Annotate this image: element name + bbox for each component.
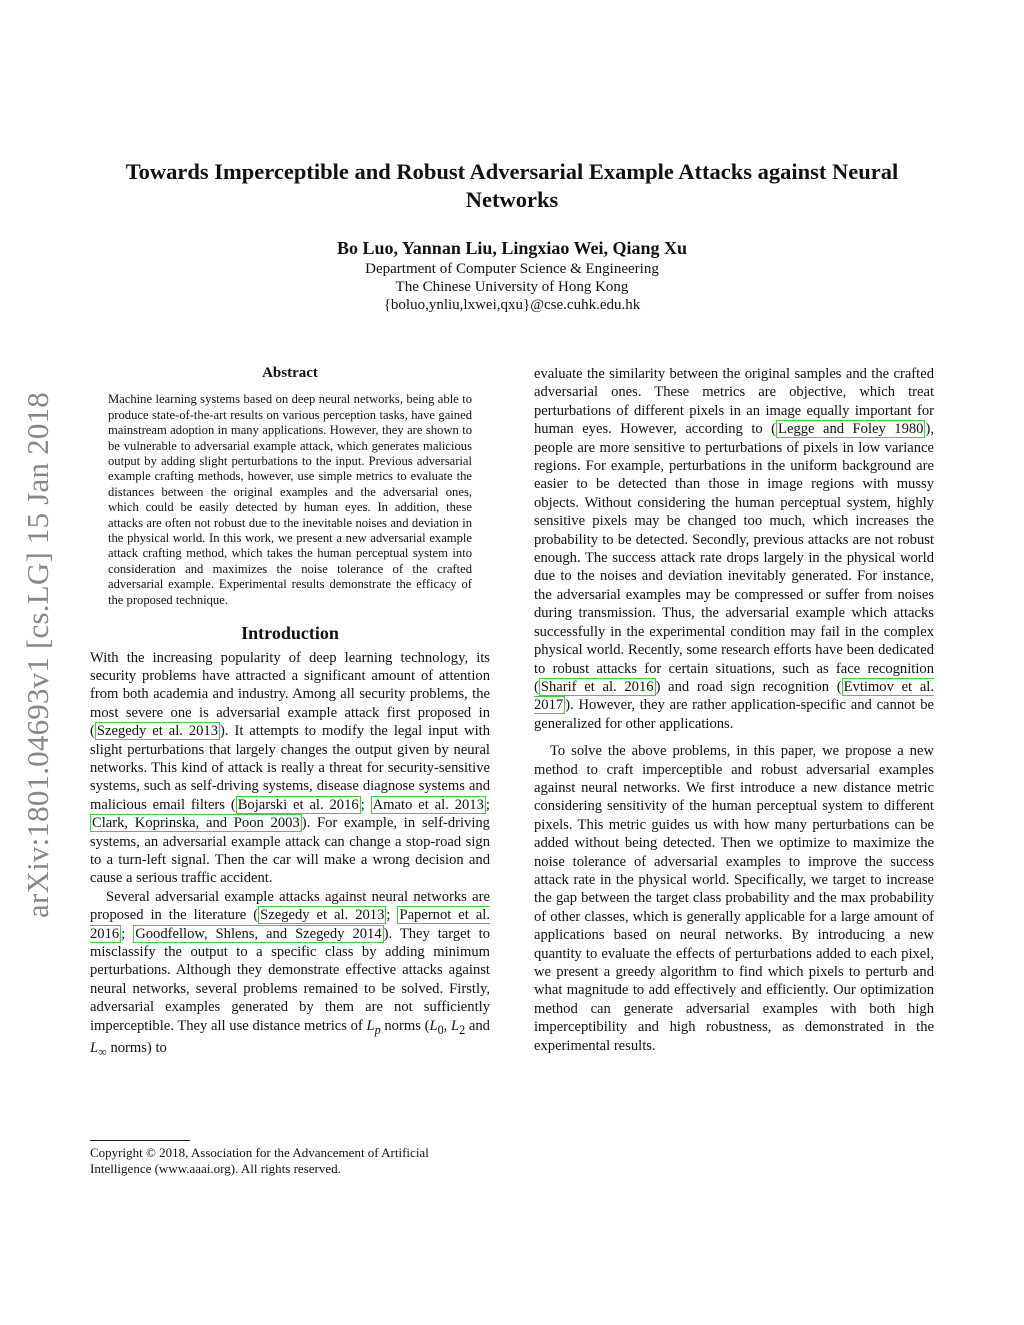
- affiliation-department: Department of Computer Science & Engineering: [365, 261, 659, 277]
- citation-link[interactable]: Bojarski et al. 2016: [237, 796, 359, 813]
- intro-paragraph-2: Several adversarial example attacks against neural networks are proposed in the literature ( Szegedy et al. 2013 ; Papernot et al. 2016 ; Goodfellow, Shlens, and Szegedy 2014 ). They target to misclassify the output to a specific class by adding minimum perturbations. Although they demonstrate effective attacks against neural networks, several problems remained to be solved. Firstly, adversarial examples generated by them are not sufficiently imperceptible. They all use distance metrics of $L_p$ norms ($L_0$, $L_2$ and $L_\infty$ norms) to: [90, 888, 491, 1059]
- citation-link[interactable]: Szegedy et al. 2013: [96, 723, 219, 740]
- introduction-heading: Introduction: [241, 623, 339, 644]
- paper-title: Towards Imperceptible and Robust Adversarial Example Attacks against Neural Networks: [125, 159, 899, 212]
- intro-paragraph-3: evaluate the similarity between the original samples and the crafted adversarial ones. These metrics are objective, which treat perturbations of different pixels in an image equally important for human eyes. However, according to ( Legge and Foley 1980 ), people are more sensitive to perturbations of pixels in low variance regions. For example, perturbations in the uniform background are easier to be detected than those in image regions with mussy objects. Without considering the human perceptual system, highly sensitive pixels may be changed too much, which increases the probability to be detected. Secondly, previous attacks are not robust enough. The success attack rate drops largely in the physical world due to the noises and deviation inevitably generated. For instance, the adversarial examples may be compressed or suffer from noises during transmission. Thus, the adversarial example which attacks successfully in the experimental condition may fail in the complex physical world. Recently, some research efforts have been dedicated to robust attacks for certain situations, such as face recognition ( Sharif et al. 2016 ) and road sign recognition ( Evtimov et al. 2017 ). However, they are rather application-specific and cannot be generalized for other applications.: [534, 366, 934, 732]
- citation-link[interactable]: Legge and Foley 1980: [778, 421, 924, 438]
- math-lp: L: [366, 1017, 375, 1034]
- math-l2: L: [451, 1017, 460, 1034]
- arxiv-id: arXiv:1801.04693v1 [cs.LG] 15 Jan 2018: [20, 392, 55, 918]
- citation-link[interactable]: Amato et al. 2013: [372, 796, 484, 813]
- footnote-rule: [90, 1140, 190, 1141]
- copyright-symbol: ©: [145, 1145, 156, 1160]
- citation-link[interactable]: Sharif et al. 2016: [540, 678, 654, 695]
- arxiv-sidebar-stamp: [8, 355, 68, 955]
- author-emails: {boluo,ynliu,lxwei,qxu}@cse.cuhk.edu.hk: [383, 297, 641, 313]
- math-linf-sub: ∞: [98, 1044, 107, 1059]
- math-lp-sub: p: [374, 1022, 381, 1037]
- math-l0-sub: 0: [437, 1022, 444, 1037]
- intro-paragraph-4: To solve the above problems, in this paper, we propose a new method to craft imperceptible and robust adversarial examples against neural networks. We first introduce a new distance metric considering sensitivity of the human perceptual system to different pixels. This metric guides us with how many perturbations can be added without being detected. Then we optimize to maximize the noise tolerance of adversarial examples to improve the success attack rate in the physical world. Specifically, we target to increase the gap between the target class probability and the max probability of other classes, which is generally applicable for a large amount of applications based on neural networks. By introducing a new quantity to evaluate the effects of perturbations added to each pixel, we present a greedy algorithm to find which pixels to perturb and what magnitude to add effectively and efficiently. Our optimization method can generate adversarial examples with both high imperceptibility and high robustness, as demonstrated in the experimental results.: [534, 743, 934, 1054]
- affiliation-university: The Chinese University of Hong Kong: [395, 279, 629, 295]
- citation-link[interactable]: Goodfellow, Shlens, and Szegedy 2014: [135, 925, 382, 942]
- right-column: [534, 365, 934, 1055]
- citation-link[interactable]: Szegedy et al. 2013: [260, 907, 385, 924]
- author-list: Bo Luo, Yannan Liu, Lingxiao Wei, Qiang Xu: [336, 238, 688, 258]
- citation-link[interactable]: Clark, Koprinska, and Poon 2003: [92, 815, 300, 832]
- citation-link[interactable]: Evtimov et al. 2017: [534, 678, 934, 714]
- copyright-footnote: Copyright © 2018, Association for the Advancement of Artificial Intelligence (www.aaai.org). All rights reserved.: [90, 1140, 490, 1177]
- math-linf: L: [90, 1039, 99, 1056]
- left-column: [90, 364, 490, 1061]
- abstract-heading: Abstract: [262, 365, 318, 381]
- math-l0: L: [429, 1017, 438, 1034]
- citation-link[interactable]: Papernot et al. 2016: [90, 907, 490, 942]
- abstract-body: Machine learning systems based on deep neural networks, being able to produce state-of-the-art results on various perception tasks, have gained mainstream adoption in many applications. However, they are shown to be vulnerable to adversarial example attack, which generates malicious output by adding slight perturbations to the input. Previous adversarial example crafting methods, however, use simple metrics to evaluate the distances between the original examples and the adversarial ones, which could be easily detected by human eyes. In addition, these attacks are often not robust due to the inevitable noises and deviation in the physical world. In this work, we present a new adversarial example attack crafting method, which takes the human perceptual system into consideration and maximizes the noise tolerance of the crafted adversarial example. Experimental results demonstrate the efficacy of the proposed technique.: [108, 392, 472, 607]
- math-l2-sub: 2: [459, 1022, 466, 1037]
- intro-paragraph-1: With the increasing popularity of deep learning technology, its security problems have attracted a significant amount of attention from both academia and industry. Among all security problems, the most severe one is adversarial example attack first proposed in ( Szegedy et al. 2013 ). It attempts to modify the legal input with slight perturbations that largely changes the output given by neural networks. This kind of attack is really a threat for security-sensitive systems, such as self-driving systems, disease diagnose systems and malicious email filters ( Bojarski et al. 2016 ; Amato et al. 2013 ; Clark, Koprinska, and Poon 2003 ). For example, in self-driving systems, an adversarial example attack can change a stop-road sign to a turn-left signal. Then the car will make a wrong decision and cause a serious traffic accident.: [90, 649, 490, 887]
